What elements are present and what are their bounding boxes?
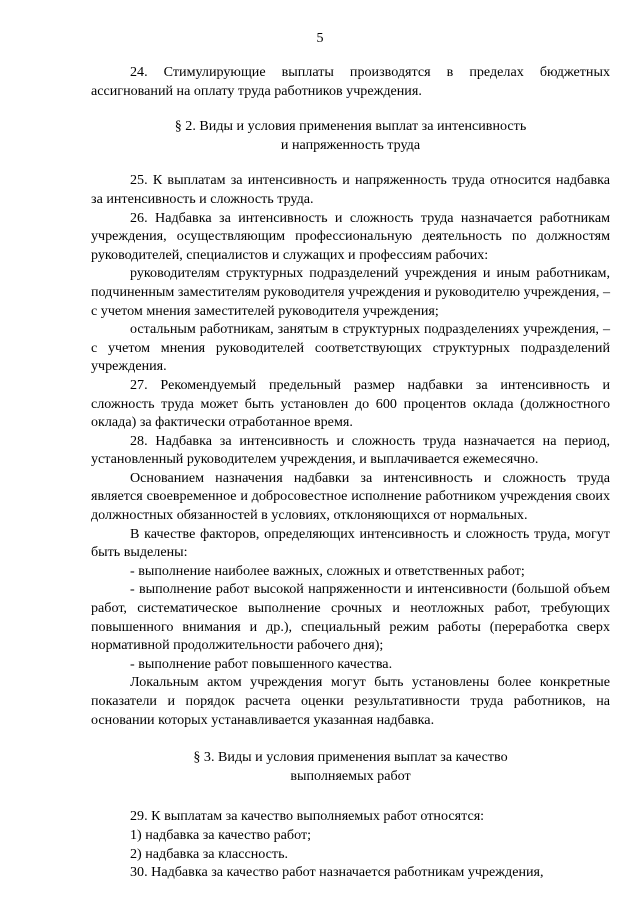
page-number: 5 (316, 31, 324, 46)
list-item: - выполнение наиболее важных, сложных и ответственных работ; (130, 562, 525, 579)
paragraph: руководителям структурных подразделений учреждения и иным работникам, подчиненным заместителям руководителя учреждения и руководителю учреждения, – с учетом мнения заместителей руководителя учреждения; (91, 265, 610, 319)
paragraph: В качестве факторов, определяющих интенсивность и сложность труда, могут быть выделены: (91, 525, 610, 561)
paragraph: Локальным актом учреждения могут быть установлены более конкретные показатели и порядок расчета оценки результативности труда работников, на основании которых устанавливается указанная надбавка. (91, 674, 610, 728)
list-item: - выполнение работ повышенного качества. (130, 655, 393, 672)
paragraph: остальным работникам, занятым в структурных подразделениях учреждения, – с учетом мнения руководителей соответствующих структурных подразделений учреждения. (91, 321, 610, 375)
paragraph: Основанием назначения надбавки за интенсивность и сложность труда является своевременное и добросовестное исполнение работником учреждения своих должностных обязанностей в условиях, отклоняющихся от нормальных. (91, 469, 610, 524)
paragraph: 25. К выплатам за интенсивность и напряженность труда относится надбавка за интенсивность и сложность труда. (91, 172, 610, 207)
paragraph: 26. Надбавка за интенсивность и сложность труда назначается работникам учреждения, осуществляющим профессиональную деятельность по должностям руководителей, специалистов и служащих и профессиям рабочих: (91, 209, 610, 263)
section-heading-3 (91, 748, 610, 785)
paragraph: 24. Стимулирующие выплаты производятся в пределах бюджетных ассигнований на оплату труда работников учреждения. (91, 64, 610, 99)
section-heading-line: § 3. Виды и условия применения выплат за качество (193, 749, 508, 766)
document-body (91, 63, 610, 882)
paragraph: 28. Надбавка за интенсивность и сложность труда назначается на период, установленный руководителем учреждения, и выплачивается ежемесячно. (91, 432, 610, 468)
paragraph: 29. К выплатам за качество выполняемых работ относятся: (130, 808, 485, 825)
paragraph: 30. Надбавка за качество работ назначается работникам учреждения, (130, 864, 544, 881)
list-item: - выполнение работ высокой напряженности и интенсивности (большой объем работ, систематическое выполнение срочных и неотложных работ, требующих повышенного внимания и др.), специальный режим работы (переработка сверх нормативной продолжительности рабочего дня); (91, 581, 610, 654)
section-heading-line: § 2. Виды и условия применения выплат за интенсивность (174, 118, 527, 135)
paragraph: 27. Рекомендуемый предельный размер надбавки за интенсивность и сложность труда может быть установлен до 600 процентов оклада (должностного оклада) за фактически отработанное время. (91, 376, 610, 431)
section-heading-line: выполняемых работ (290, 767, 411, 784)
list-item: 1) надбавка за качество работ; (130, 826, 312, 843)
section-heading-line: и напряженность труда (280, 136, 421, 153)
section-heading-2 (91, 117, 610, 154)
list-item: 2) надбавка за классность. (130, 845, 289, 862)
